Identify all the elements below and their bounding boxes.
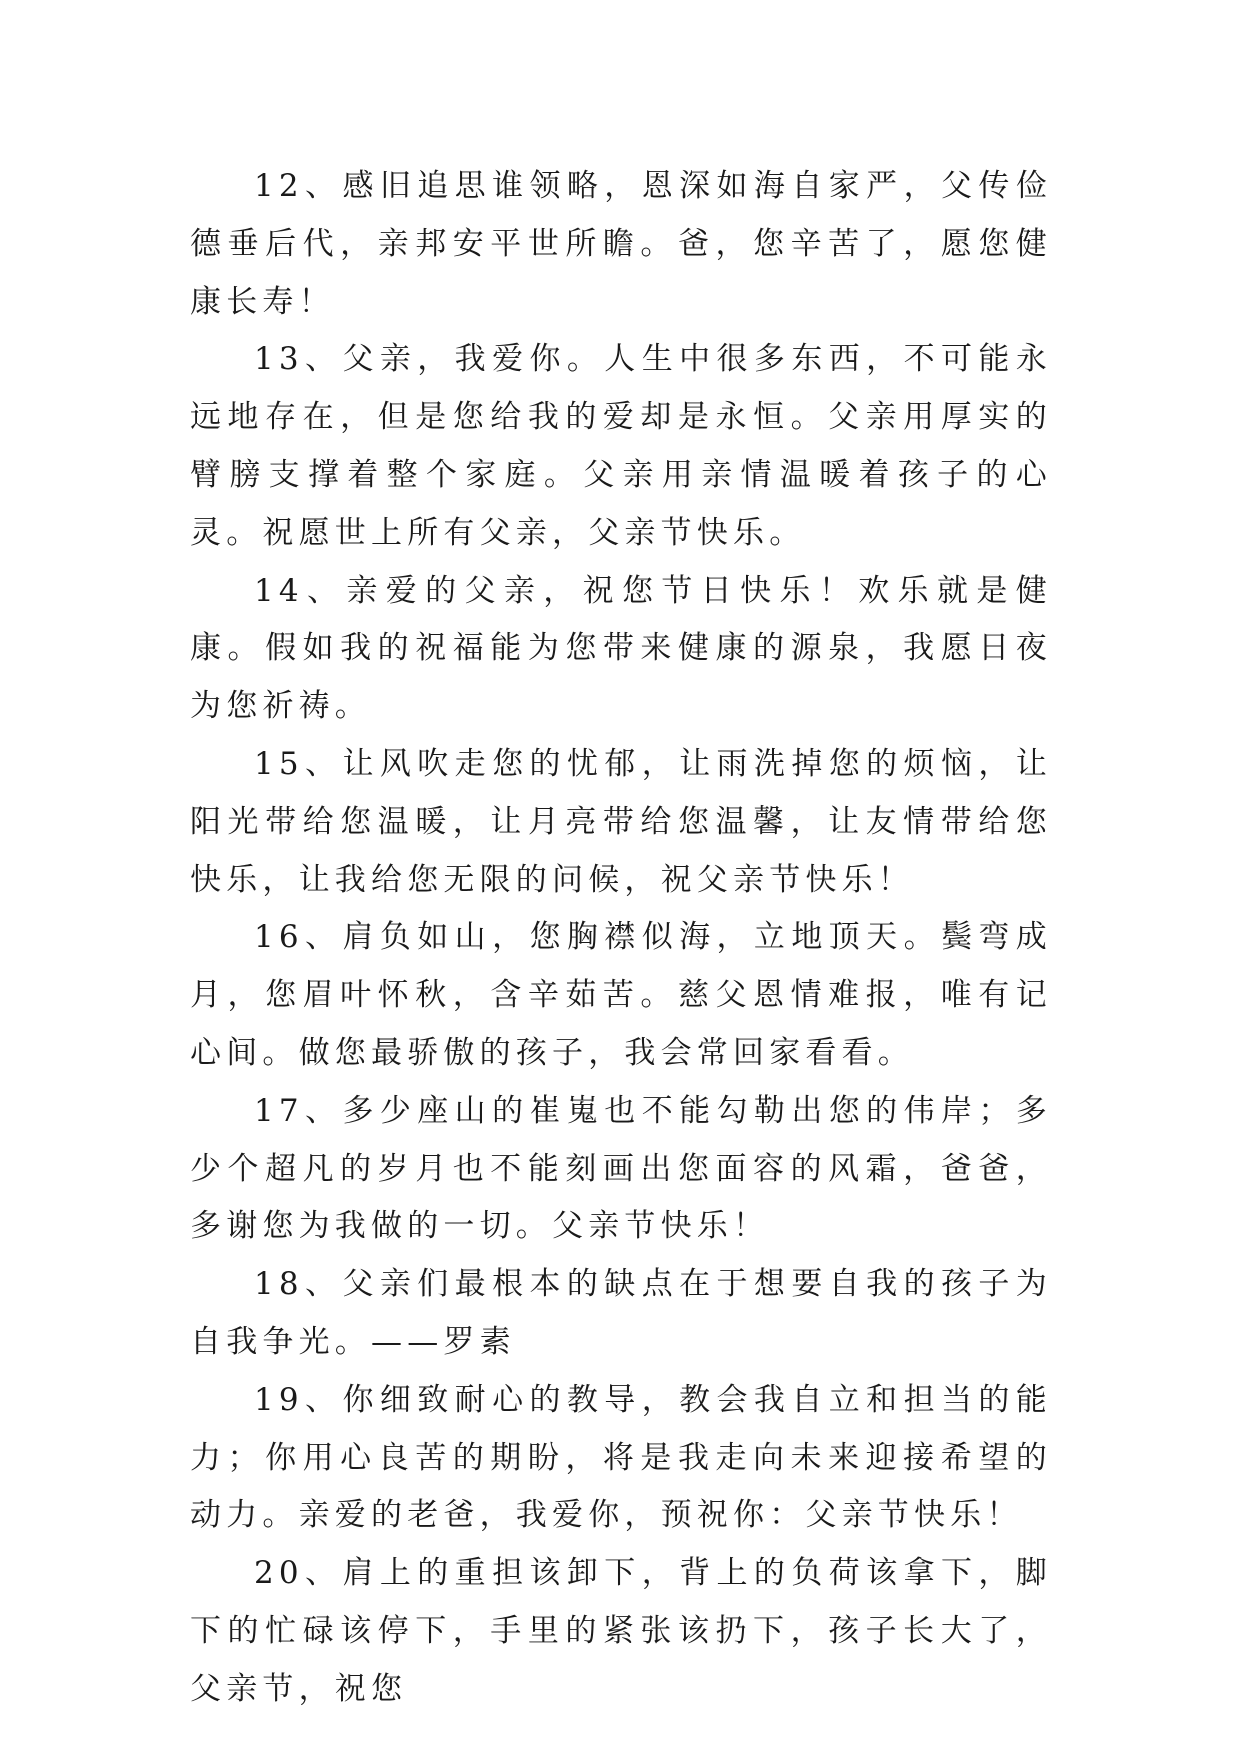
paragraph-17: 17、多少座山的崔嵬也不能勾勒出您的伟岸；多少个超凡的岁月也不能刻画出您面容的风霜，爸爸，多谢您为我做的一切。父亲节快乐！ — [190, 1092, 1052, 1245]
paragraph-16: 16、肩负如山，您胸襟似海，立地顶天。鬓弯成月，您眉叶怀秋，含辛茹苦。慈父恩情难报，唯有记心间。做您最骄傲的孩子，我会常回家看看。 — [190, 919, 1052, 1071]
document-page — [190, 158, 1052, 1719]
paragraph-18: 18、父亲们最根本的缺点在于想要自我的孩子为自我争光。——罗素 — [190, 1266, 1052, 1360]
paragraph-19: 19、你细致耐心的教导，教会我自立和担当的能力；你用心良苦的期盼，将是我走向未来迎接希望的动力。亲爱的老爸，我爱你，预祝你：父亲节快乐！ — [190, 1381, 1052, 1534]
paragraph-20: 20、肩上的重担该卸下，背上的负荷该拿下，脚下的忙碌该停下，手里的紧张该扔下，孩子长大了，父亲节，祝您 — [190, 1555, 1052, 1707]
paragraph-14: 14、亲爱的父亲，祝您节日快乐！欢乐就是健康。假如我的祝福能为您带来健康的源泉，我愿日夜为您祈祷。 — [190, 572, 1052, 725]
paragraph-12: 12、感旧追思谁领略，恩深如海自家严，父传俭德垂后代，亲邦安平世所瞻。爸，您辛苦了，愿您健康长寿！ — [190, 168, 1052, 320]
paragraph-15: 15、让风吹走您的忧郁，让雨洗掉您的烦恼，让阳光带给您温暖，让月亮带给您温馨，让友情带给您快乐，让我给您无限的问候，祝父亲节快乐！ — [190, 745, 1052, 898]
paragraph-13: 13、父亲，我爱你。人生中很多东西，不可能永远地存在，但是您给我的爱却是永恒。父亲用厚实的臂膀支撑着整个家庭。父亲用亲情温暖着孩子的心灵。祝愿世上所有父亲，父亲节快乐。 — [190, 341, 1052, 551]
